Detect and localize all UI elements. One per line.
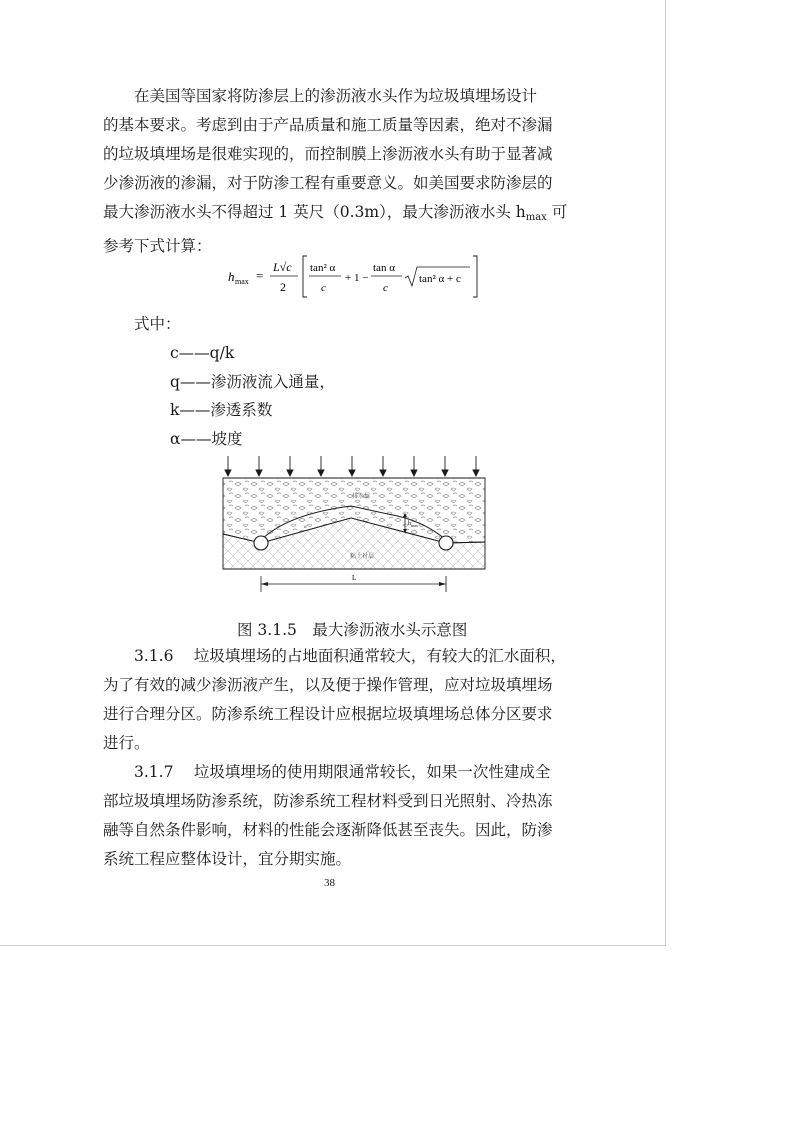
- formula-sqrt-content: tan² α + c: [419, 273, 461, 285]
- label-hmax-sub: max: [411, 523, 418, 528]
- figure-caption: 图 3.1.5 最大渗沥液水头示意图: [237, 621, 468, 639]
- intro-line-3: 的垃圾填埋场是很难实现的，而控制膜上渗沥液水头有助于显著减: [103, 145, 553, 163]
- formula-c2: c: [383, 282, 388, 294]
- label-hmax: h: [408, 521, 411, 527]
- intro-line-4: 少渗沥液的渗漏，对于防渗工程有重要意义。如美国要求防渗层的: [103, 174, 553, 192]
- intro-paragraph: [103, 82, 579, 261]
- formula-c1: c: [321, 282, 326, 294]
- intro-line-2: 的基本要求。考虑到由于产品质量和施工质量等因素，绝对不渗漏: [103, 116, 553, 134]
- label-clay-liner: 粘土衬层: [350, 554, 375, 560]
- right-collection-pipe: [439, 536, 453, 550]
- section-3-1-7: [103, 758, 579, 874]
- section-317-line-3: 融等自然条件影响，材料的性能会逐渐降低甚至丧失。因此，防渗: [103, 821, 553, 839]
- intro-line-5-sub: max: [525, 212, 547, 223]
- section-316-line-2: 为了有效的减少渗沥液产生，以及便于操作管理，应对垃圾填埋场: [103, 676, 553, 694]
- label-L: L: [352, 574, 357, 582]
- intro-line-5-prefix: 最大渗沥液水头不得超过 1 英尺（0.3m），最大渗沥液水头 h: [103, 203, 526, 221]
- section-316-line-1: 3.1.6 垃圾填埋场的占地面积通常较大，有较大的汇水面积，: [134, 647, 566, 665]
- label-drain-layer: 排水层: [352, 494, 371, 500]
- formula-tan2a: tan² α: [310, 262, 336, 274]
- section-3-1-6: [103, 642, 579, 758]
- variable-q: q——渗沥液流入通量，: [170, 373, 335, 391]
- formula-frac1-den: 2: [280, 280, 286, 294]
- section-317-line-4: 系统工程应整体设计，宜分期实施。: [103, 850, 352, 868]
- formula-lhs: h: [228, 269, 235, 284]
- max-leachate-head-diagram: [218, 456, 490, 608]
- variable-k: k——渗透系数: [170, 401, 273, 419]
- rainfall-arrows: [225, 456, 479, 476]
- left-collection-pipe: [254, 536, 268, 550]
- intro-line-5: [103, 198, 579, 232]
- intro-line-6: 参考下式计算：: [103, 237, 212, 255]
- formula-plus1: + 1 −: [345, 272, 369, 284]
- section-317-line-2: 部垃圾填埋场防渗系统，防渗系统工程材料受到日光照射、冷热冻: [103, 792, 553, 810]
- formula-tana: tan α: [373, 262, 395, 274]
- page-number: 38: [324, 877, 335, 889]
- intro-line-1: 在美国等国家将防渗层上的渗沥液水头作为垃圾填埋场设计: [134, 87, 538, 105]
- label-alpha: α: [304, 525, 307, 530]
- formula-lhs-sub: max: [235, 277, 249, 286]
- section-316-line-4: 进行。: [103, 734, 150, 752]
- formula-frac1-num: L√c: [273, 260, 292, 274]
- section-317-line-1: 3.1.7 垃圾填埋场的使用期限通常较长，如果一次性建成全: [134, 763, 551, 781]
- intro-line-5-suffix: 可: [546, 203, 568, 221]
- variable-alpha: α——坡度: [170, 430, 243, 448]
- section-316-line-3: 进行合理分区。防渗系统工程设计应根据垃圾填埋场总体分区要求: [103, 705, 553, 723]
- where-label: 式中：: [134, 315, 181, 333]
- formula-eq: =: [256, 268, 264, 283]
- variable-c: c——q/k: [170, 344, 235, 362]
- hmax-formula: [228, 253, 488, 301]
